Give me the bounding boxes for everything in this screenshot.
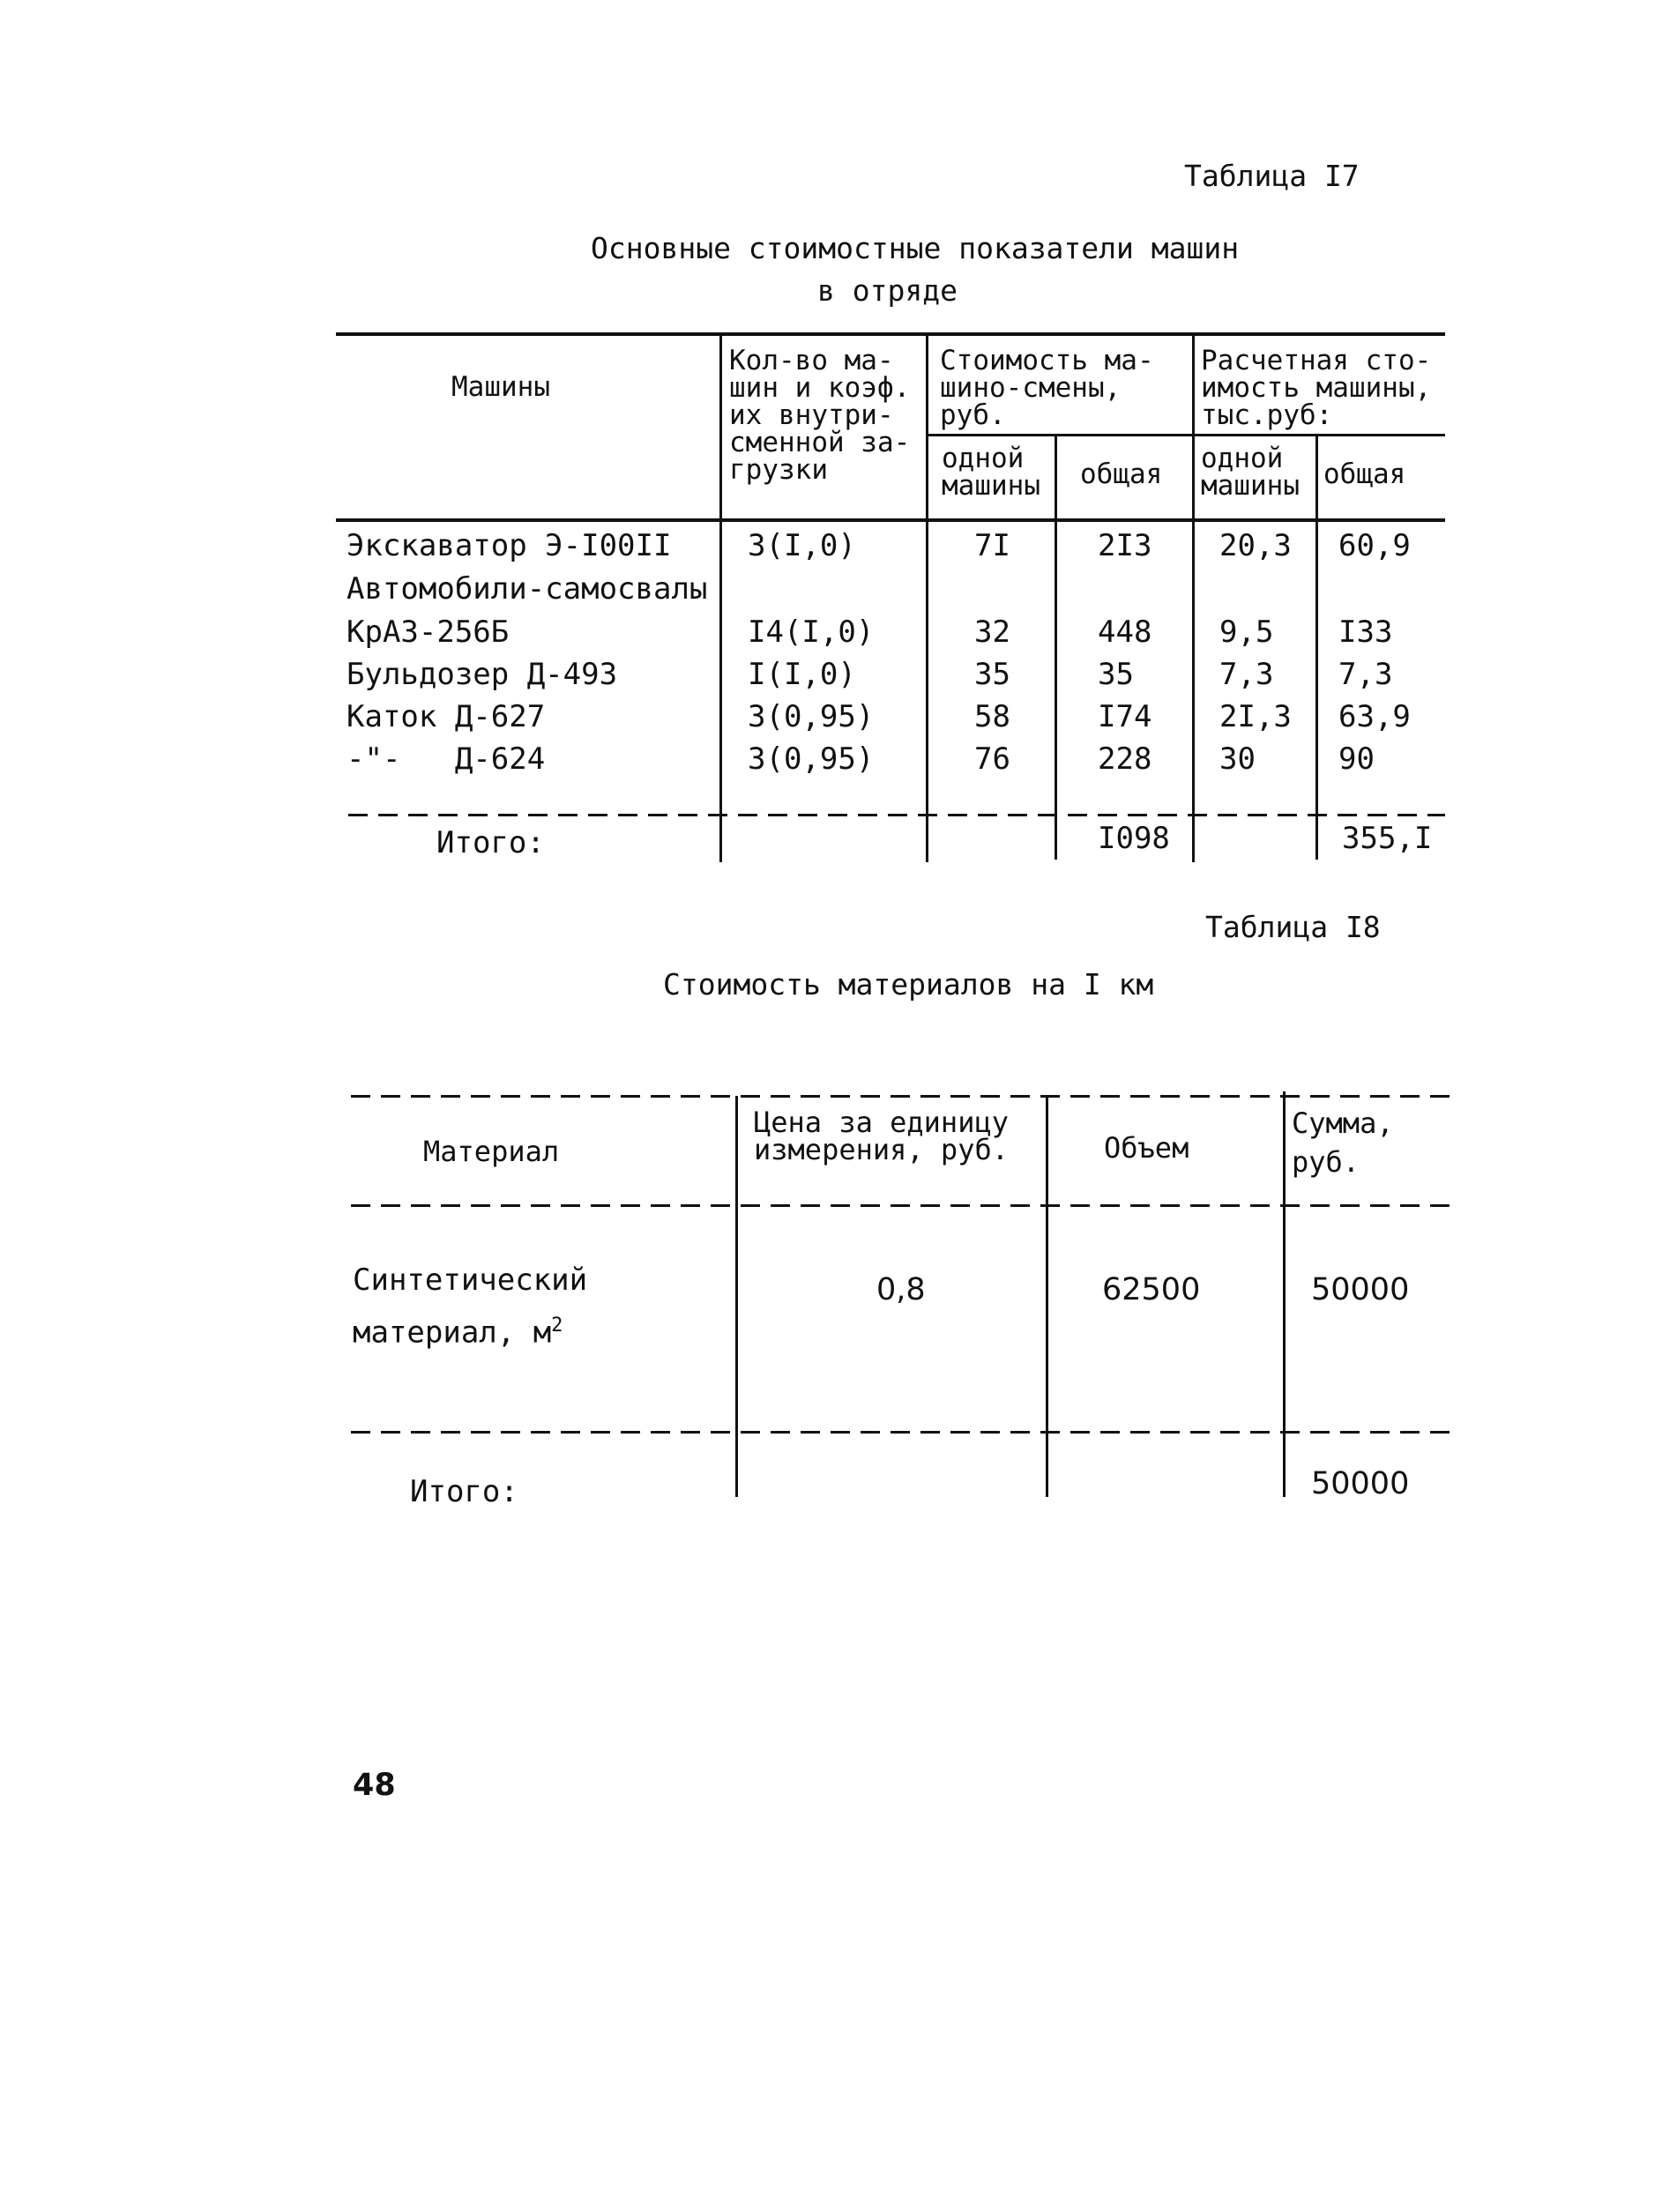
table17-total-label: Итого:: [436, 825, 545, 860]
table18-total-label: Итого:: [410, 1474, 518, 1509]
header-shift-total: общая: [1080, 458, 1163, 490]
header-sum: Сумма, руб.: [1292, 1106, 1394, 1179]
table-row-name: Бульдозер Д-493: [347, 657, 618, 692]
header-calc-cost: Расчетная сто- имость машины, тыс.руб:: [1201, 345, 1432, 431]
table18-col-divider: [1046, 1096, 1048, 1497]
table-row-calc-one: 2I,3: [1219, 699, 1292, 734]
table-row-calc-one: 20,3: [1219, 528, 1292, 563]
table-row-shift-one: 76: [974, 741, 1010, 777]
table-row-count: I(I,0): [748, 657, 856, 692]
table17-col-divider: [719, 333, 722, 862]
table17-col-divider: [1055, 436, 1057, 860]
header-calc-one-machine: одной машины: [1201, 443, 1300, 502]
table17-total-dashed-rule: [348, 814, 1445, 816]
table17-top-rule: [336, 332, 1445, 336]
table17-title-line2: в отряде: [817, 273, 958, 308]
table-row-shift-total: 228: [1098, 741, 1152, 777]
table18-label: Таблица I8: [1205, 910, 1381, 944]
table-row-shift-total: I74: [1098, 699, 1152, 734]
unit-power: 2: [551, 1315, 563, 1337]
table-row-shift-one: 7I: [974, 528, 1010, 563]
table18-col-divider: [735, 1096, 738, 1497]
table-row-calc-total: 60,9: [1338, 528, 1411, 563]
table-row-calc-one: 30: [1219, 741, 1256, 777]
table18-total-sum: 50000: [1311, 1466, 1410, 1501]
header-price: Цена за единицу измерения, руб.: [754, 1106, 1009, 1166]
table-row-calc-one: 7,3: [1219, 657, 1274, 692]
header-machines: Машины: [451, 371, 550, 403]
table-row-count: 3(I,0): [748, 528, 856, 563]
table17-col-divider: [926, 333, 928, 862]
table-row-shift-one: 32: [974, 614, 1010, 650]
table-row-shift-total: 35: [1098, 657, 1134, 692]
table17-col-divider: [1192, 333, 1195, 862]
table-row-calc-total: I33: [1338, 614, 1393, 650]
table-row-name: Автомобили-самосвалы: [347, 571, 708, 607]
page-number: 48: [353, 1768, 396, 1803]
header-calc-total: общая: [1323, 458, 1406, 490]
table-row-name: Экскаватор Э-I00II: [347, 528, 672, 563]
table18-row-volume: 62500: [1102, 1272, 1201, 1307]
table18-header-dashed-rule: [351, 1204, 1455, 1207]
table-row-shift-total: 448: [1098, 614, 1152, 650]
table18-top-dashed-rule: [351, 1095, 1455, 1098]
table18-row-name-line2: материал, $м^2$: [353, 1315, 563, 1351]
table-row-shift-one: 58: [974, 699, 1010, 734]
header-material: Материал: [423, 1135, 560, 1168]
table-row-calc-total: 7,3: [1338, 657, 1393, 692]
table-row-count: 3(0,95): [748, 699, 875, 734]
table-row-count: I4(I,0): [748, 614, 875, 650]
header-shift-cost: Стоимость ма- шино-смены, руб.: [940, 345, 1154, 431]
table-row-shift-one: 35: [974, 657, 1010, 692]
table18-row-name-line1: Синтетический: [353, 1262, 588, 1298]
table17-col-divider: [1315, 436, 1318, 860]
table18-row-sum: 50000: [1311, 1272, 1410, 1307]
table17-total-shift: I098: [1098, 821, 1170, 856]
table-row-calc-total: 63,9: [1338, 699, 1411, 734]
table17-label: Таблица I7: [1184, 159, 1360, 193]
table18-row-price: 0,8: [876, 1272, 926, 1307]
table18-col-divider: [1283, 1091, 1286, 1497]
table-row-name: -"- Д-624: [347, 741, 546, 777]
header-count: Кол-во ма- шин и коэф. их внутри- сменной за- грузки: [729, 345, 911, 486]
table-row-calc-one: 9,5: [1219, 614, 1274, 650]
table17-title-line1: Основные стоимостные показатели машин: [591, 231, 1240, 265]
table-row-name: КрАЗ-256Б: [347, 614, 510, 650]
table17-header-bottom-rule: [336, 518, 1445, 522]
table17-total-calc: 355,I: [1342, 821, 1433, 856]
header-shift-one-machine: одной машины: [942, 443, 1040, 502]
table18-title: Стоимость материалов на I км: [663, 967, 1154, 1002]
table-row-calc-total: 90: [1338, 741, 1375, 777]
header-volume: Объем: [1104, 1131, 1189, 1165]
table17-subheader-rule: [926, 434, 1445, 436]
table-row-name: Каток Д-627: [347, 699, 546, 734]
table-row-shift-total: 2I3: [1098, 528, 1152, 563]
table-row-count: 3(0,95): [748, 741, 875, 777]
table18-total-dashed-rule: [351, 1431, 1455, 1434]
